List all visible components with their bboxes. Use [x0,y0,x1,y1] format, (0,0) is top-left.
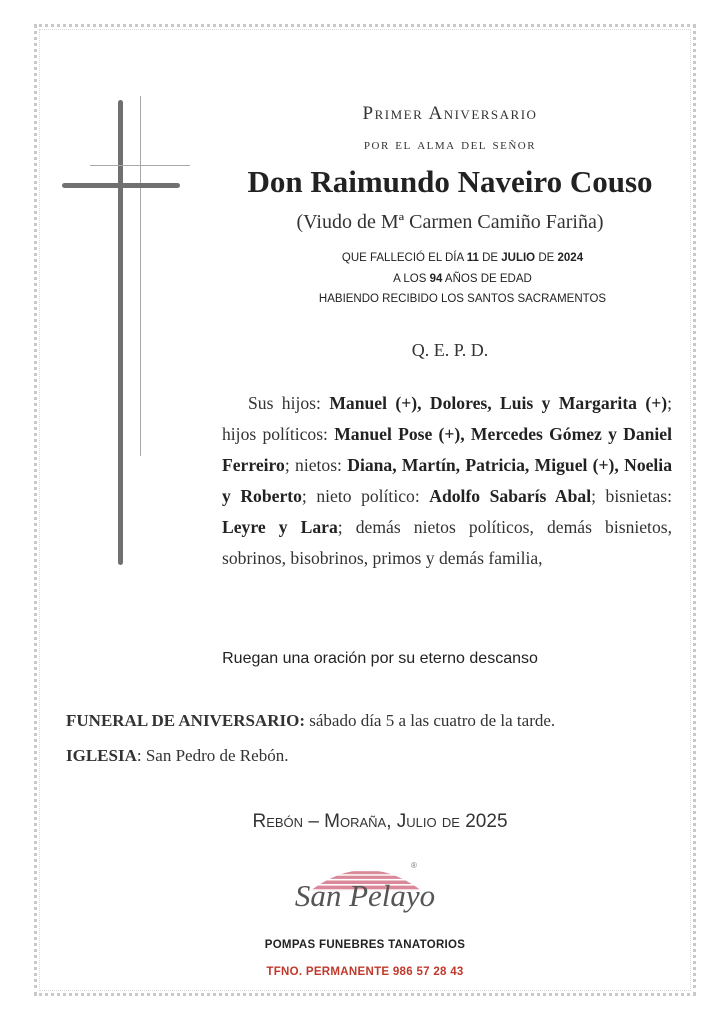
anniversary-subtitle: por el alma del señor [363,136,537,153]
cross-horizontal [62,183,180,188]
place-date: Rebón – Moraña, Julio de 2025 [252,811,508,832]
funeral-label: FUNERAL DE ANIVERSARIO: [66,711,305,730]
cross-vertical [118,100,123,565]
company-services: POMPAS FUNEBRES TANATORIOS [264,939,466,951]
family-paragraph: Sus hijos: Manuel (+), Dolores, Luis y Margarita (+); hijos políticos: Manuel Pose (+), Mercedes Gómez y Daniel Ferreiro; nietos: Diana, Martín, Patricia, Miguel (+), Noelia y Roberto; nieto político: Adolfo Sabarís Abal; bisnietas: Leyre y Lara; demás nietos políticos, demás bisnietos, sobrinos, bisobrinos, primos y demás familia, [222,393,673,568]
cross-horizontal-thin [90,165,190,166]
cross-vertical-thin [140,96,141,456]
sacraments-line: HABIENDO RECIBIDO LOS SANTOS SACRAMENTOS [318,293,607,305]
deceased-name: Don Raimundo Naveiro Couso [247,164,653,199]
registered-mark: ® [411,861,417,870]
company-phone: TFNO. PERMANENTE 986 57 28 43 [266,966,464,978]
funeral-info [66,711,686,731]
logo-text: San Pelayo [294,878,436,913]
church-info [66,746,686,766]
anniversary-title: Primer Aniversario [362,103,538,124]
prayer-line: Ruegan una oración por su eterno descanso [222,650,538,667]
death-date-line: QUE FALLECIÓ EL DÍA 11 DE JULIO DE 2024 [341,252,584,264]
qepd: Q. E. P. D. [411,340,489,360]
funeral-text: sábado día 5 a las cuatro de la tarde. [304,711,556,730]
church-text: : San Pedro de Rebón. [136,746,289,765]
age-line: A LOS 94 AÑOS DE EDAD [393,273,532,285]
widower-of: (Viudo de Mª Carmen Camiño Fariña) [296,211,604,233]
logo-stripe [296,871,436,874]
church-label: IGLESIA [66,746,137,765]
